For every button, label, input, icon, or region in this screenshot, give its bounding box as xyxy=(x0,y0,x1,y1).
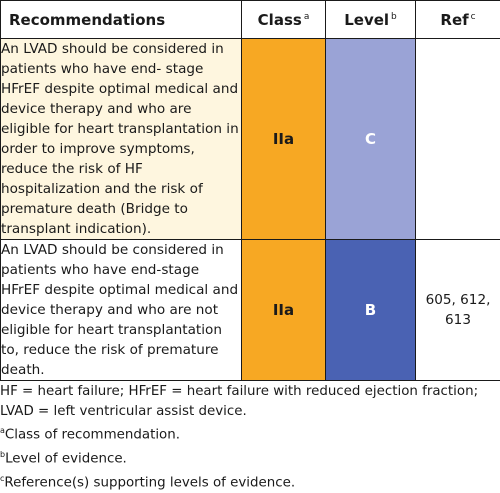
header-row xyxy=(1,1,500,39)
ref-cell: 605, 612, 613 xyxy=(416,240,500,381)
class-cell: IIa xyxy=(242,240,326,381)
header-ref: Ref $^c$ xyxy=(416,1,500,39)
header-class-sup: a xyxy=(304,12,310,22)
table-row xyxy=(1,39,500,240)
footnote-b-mark: b xyxy=(0,450,5,459)
footnote-a: $^a$Class of recommendation. xyxy=(0,421,496,445)
header-recommendations: Recommendations xyxy=(1,1,242,39)
class-cell: IIa xyxy=(242,39,326,240)
level-cell: B xyxy=(326,240,416,381)
footnote-a-mark: a xyxy=(0,426,5,435)
recommendation-text: An LVAD should be considered in patients who have end-stage HFrEF despite optimal medical and device therapy and who are not eligible for heart transplantation to, reduce the risk of premature death. xyxy=(1,240,242,381)
footnote-c-mark: c xyxy=(0,474,4,483)
recommendation-text: An LVAD should be considered in patients who have end- stage HFrEF despite optimal medical and device therapy and who are eligible for heart transplantation in order to improve symptoms, reduce the risk of HF hospitalization and the risk of premature death (Bridge to transplant indication). xyxy=(1,39,242,240)
footnotes xyxy=(0,382,496,493)
header-level-sup: b xyxy=(391,12,397,22)
header-ref-sup: c xyxy=(471,12,476,22)
footnote-b: $^b$Level of evidence. xyxy=(0,445,496,469)
table-row xyxy=(1,240,500,381)
header-level: Level $^b$ xyxy=(326,1,416,39)
footnote-c: $^c$Reference(s) supporting levels of evidence. xyxy=(0,469,496,493)
header-class: Class $^a$ xyxy=(242,1,326,39)
abbreviations-note: HF = heart failure; HFrEF = heart failure with reduced ejection fraction; LVAD = left ventricular assist device. xyxy=(0,382,496,421)
level-cell: C xyxy=(326,39,416,240)
ref-cell xyxy=(416,39,500,240)
